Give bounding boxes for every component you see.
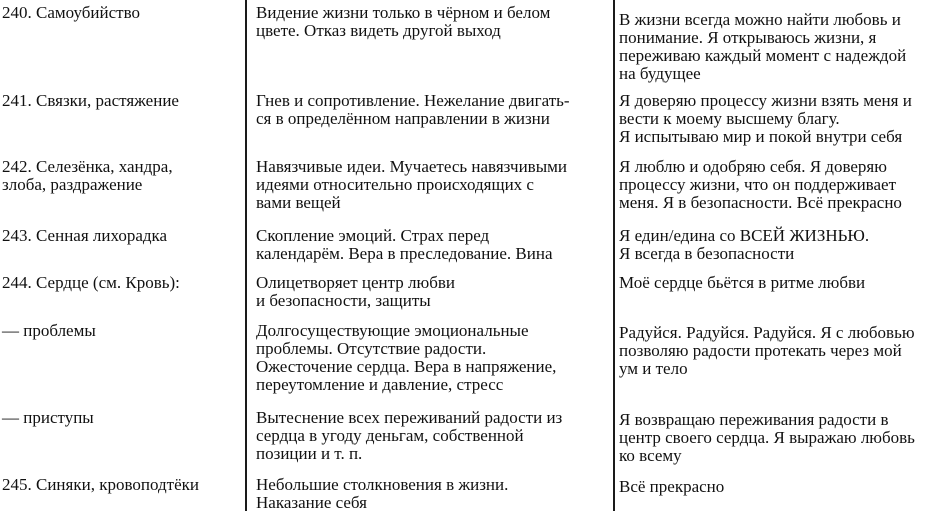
- probable-cause: Олицетворяет центр любви и безопасности, защиты: [256, 273, 455, 310]
- condition-name: 242. Селезёнка, хандра, злоба, раздражение: [2, 157, 173, 194]
- column-divider-left: [245, 0, 247, 511]
- affirmation: Моё сердце бьётся в ритме любви: [619, 273, 866, 292]
- condition-name: 243. Сенная лихорадка: [2, 226, 168, 245]
- probable-cause: Долгосуществующие эмоциональные проблемы. Отсутствие радости. Ожесточение сердца. Вера в напряжение, переутомление и давление, стресс: [256, 321, 557, 394]
- condition-name: — проблемы: [2, 321, 96, 340]
- condition-name: — приступы: [2, 408, 94, 427]
- affirmation: Радуйся. Радуйся. Радуйся. Я с любовью позволяю радости протекать через мой ум и тело: [619, 323, 915, 378]
- affirmation: Всё прекрасно: [619, 477, 725, 496]
- affirmation: Я един/едина со ВСЕЙ ЖИЗНЬЮ. Я всегда в безопасности: [619, 226, 870, 263]
- column-divider-right: [613, 0, 615, 511]
- affirmation: В жизни всегда можно найти любовь и понимание. Я открываюсь жизни, я переживаю каждый момент с надеждой на будущее: [619, 10, 907, 83]
- probable-cause: Навязчивые идеи. Мучаетесь навязчивыми идеями относительно происходящих с вами вещей: [256, 157, 567, 212]
- affirmation: Я возвращаю переживания радости в центр своего сердца. Я выражаю любовь ко всему: [619, 410, 915, 465]
- affirmation: Я доверяю процессу жизни взять меня и вести к моему высшему благу. Я испытываю мир и покой внутри себя: [619, 91, 912, 146]
- condition-name: 245. Синяки, кровоподтёки: [2, 475, 199, 494]
- probable-cause: Небольшие столкновения в жизни. Наказание себя: [256, 475, 509, 512]
- probable-cause: Гнев и сопротивление. Нежелание двигать- ся в определённом направлении в жизни: [256, 91, 570, 128]
- affirmation: Я люблю и одобряю себя. Я доверяю процессу жизни, что он поддерживает меня. Я в безопасности. Всё прекрасно: [619, 157, 902, 212]
- probable-cause: Вытеснение всех переживаний радости из сердца в угоду деньгам, собственной позиции и т. п.: [256, 408, 563, 463]
- condition-name: 241. Связки, растяжение: [2, 91, 179, 110]
- condition-name: 244. Сердце (см. Кровь):: [2, 273, 180, 292]
- probable-cause: Скопление эмоций. Страх перед календарём. Вера в преследование. Вина: [256, 226, 553, 263]
- probable-cause: Видение жизни только в чёрном и белом цвете. Отказ видеть другой выход: [256, 3, 551, 40]
- condition-name: 240. Самоубийство: [2, 3, 141, 22]
